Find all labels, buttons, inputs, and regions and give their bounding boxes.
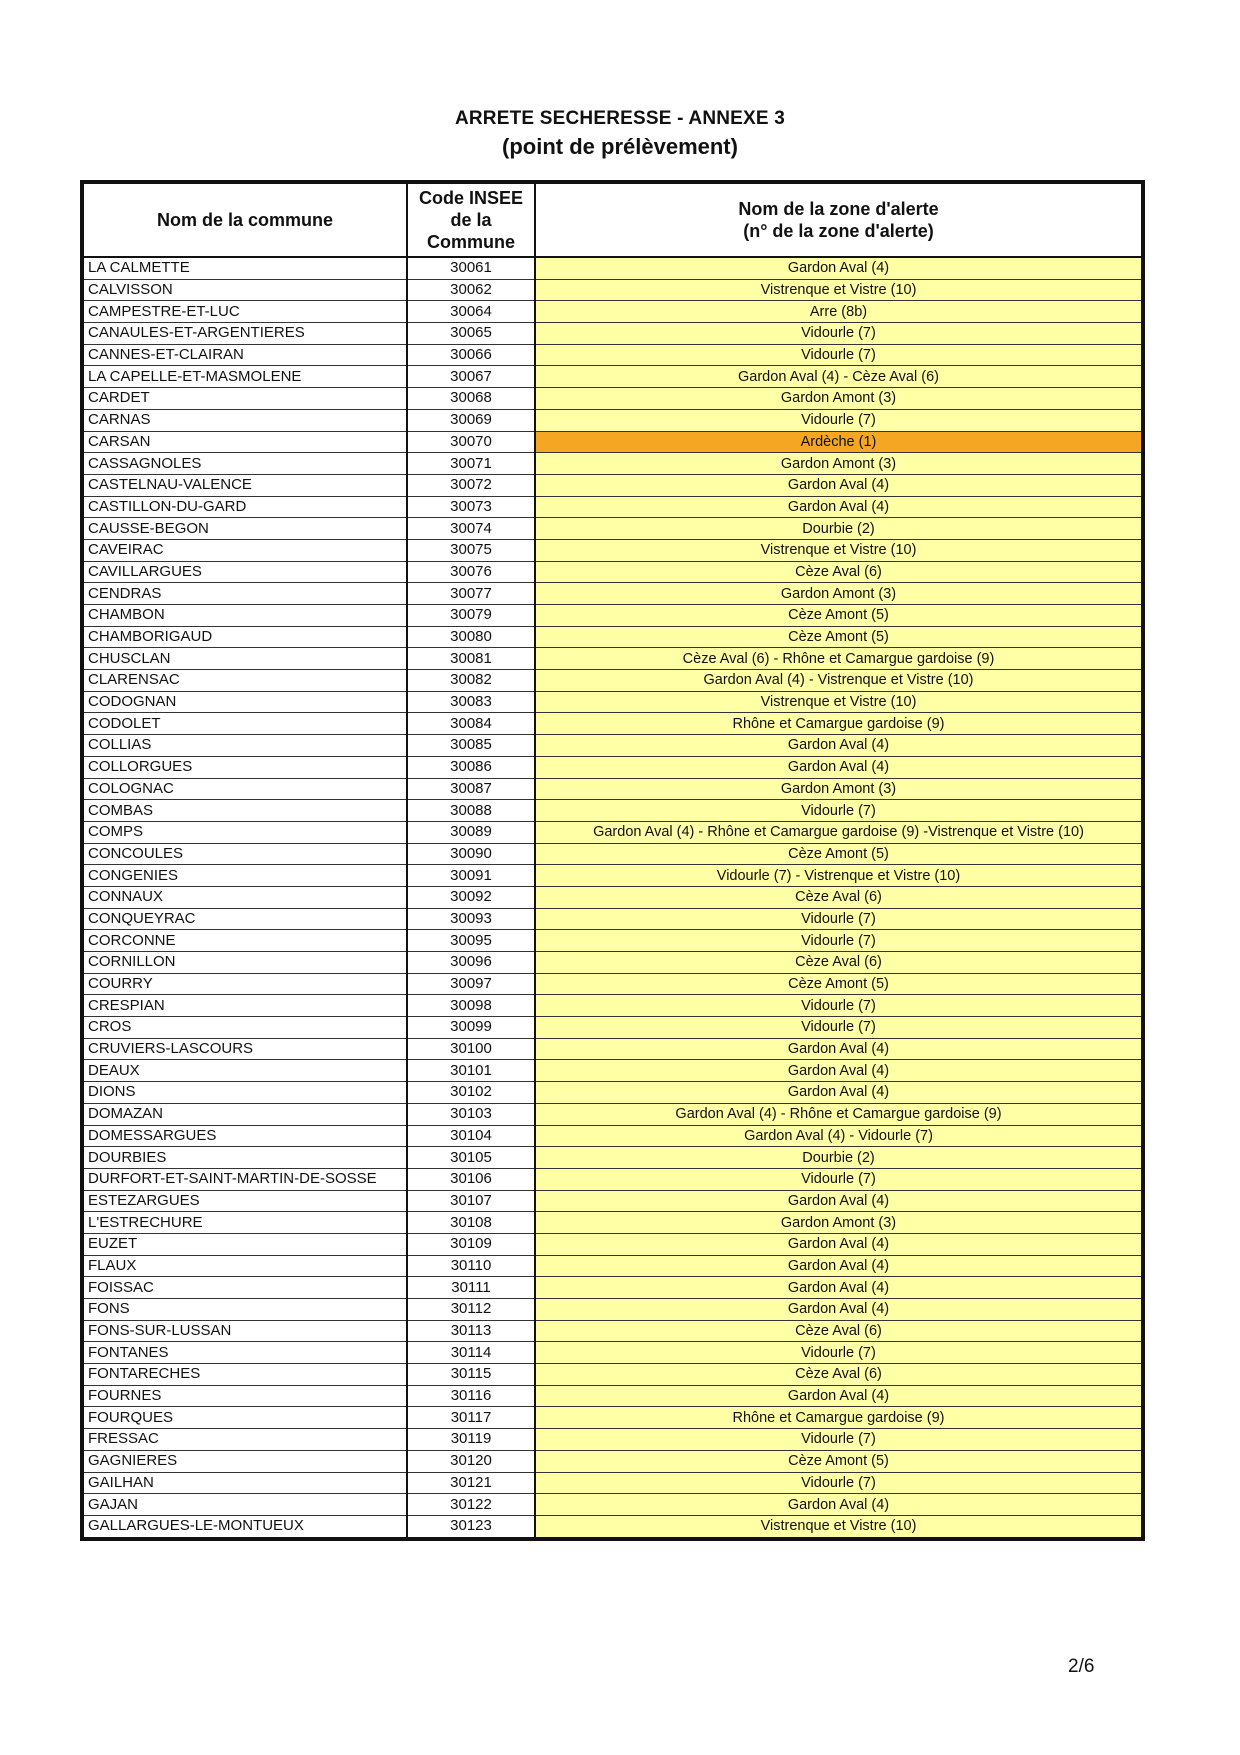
alert-zone-cell: Cèze Amont (5) [535, 843, 1143, 865]
commune-name-cell: COURRY [82, 973, 407, 995]
alert-zone-cell: Gardon Aval (4) [535, 1233, 1143, 1255]
insee-code-cell: 30121 [407, 1472, 535, 1494]
table-row [82, 756, 1143, 778]
commune-name-cell: FRESSAC [82, 1429, 407, 1451]
alert-zone-cell: Gardon Aval (4) [535, 1385, 1143, 1407]
commune-name-cell: CASSAGNOLES [82, 453, 407, 475]
table-row [82, 648, 1143, 670]
commune-name-cell: CONQUEYRAC [82, 908, 407, 930]
commune-name-cell: FOISSAC [82, 1277, 407, 1299]
table-row [82, 778, 1143, 800]
header-insee-code-line: de la [450, 210, 492, 230]
alert-zone-cell: Gardon Aval (4) [535, 735, 1143, 757]
table-row [82, 843, 1143, 865]
commune-name-cell: FLAUX [82, 1255, 407, 1277]
commune-name-cell: COLOGNAC [82, 778, 407, 800]
commune-name-cell: L'ESTRECHURE [82, 1212, 407, 1234]
commune-name-cell: CODOGNAN [82, 691, 407, 713]
insee-code-cell: 30089 [407, 821, 535, 843]
commune-name-cell: CAVEIRAC [82, 539, 407, 561]
commune-name-cell: CHUSCLAN [82, 648, 407, 670]
insee-code-cell: 30100 [407, 1038, 535, 1060]
document-title: ARRETE SECHERESSE - ANNEXE 3 [454, 108, 786, 129]
table-row [82, 453, 1143, 475]
alert-zone-cell: Gardon Aval (4) [535, 474, 1143, 496]
commune-name-cell: CHAMBORIGAUD [82, 626, 407, 648]
commune-name-cell: GALLARGUES-LE-MONTUEUX [82, 1515, 407, 1538]
insee-code-cell: 30111 [407, 1277, 535, 1299]
table-row [82, 1385, 1143, 1407]
table-row [82, 713, 1143, 735]
commune-name-cell: CRUVIERS-LASCOURS [82, 1038, 407, 1060]
commune-name-cell: CODOLET [82, 713, 407, 735]
table-row [82, 1342, 1143, 1364]
table-row [82, 344, 1143, 366]
table-row [82, 1190, 1143, 1212]
alert-zone-cell: Cèze Amont (5) [535, 626, 1143, 648]
commune-name-cell: DEAUX [82, 1060, 407, 1082]
table-row [82, 1125, 1143, 1147]
table-row [82, 1407, 1143, 1429]
table-row [82, 691, 1143, 713]
table-row [82, 279, 1143, 301]
alert-zone-cell: Vidourle (7) [535, 323, 1143, 345]
alert-zone-cell: Cèze Amont (5) [535, 1450, 1143, 1472]
insee-code-cell: 30086 [407, 756, 535, 778]
alert-zone-cell: Gardon Aval (4) [535, 1190, 1143, 1212]
commune-name-cell: EUZET [82, 1233, 407, 1255]
insee-code-cell: 30076 [407, 561, 535, 583]
insee-code-cell: 30084 [407, 713, 535, 735]
alert-zone-cell: Gardon Aval (4) [535, 257, 1143, 279]
commune-name-cell: CARSAN [82, 431, 407, 453]
table-row [82, 605, 1143, 627]
table-row [82, 1038, 1143, 1060]
commune-name-cell: FOURNES [82, 1385, 407, 1407]
table-row [82, 735, 1143, 757]
header-alert-zone-line: Nom de la zone d'alerte [738, 199, 939, 219]
table-row [82, 1450, 1143, 1472]
table-row [82, 908, 1143, 930]
header-commune-name: Nom de la commune [82, 182, 407, 257]
insee-code-cell: 30116 [407, 1385, 535, 1407]
alert-zone-cell: Vistrenque et Vistre (10) [535, 1515, 1143, 1538]
table-row [82, 257, 1143, 279]
alert-zone-cell: Gardon Aval (4) - Vidourle (7) [535, 1125, 1143, 1147]
alert-zone-cell: Vistrenque et Vistre (10) [535, 691, 1143, 713]
commune-name-cell: FONS-SUR-LUSSAN [82, 1320, 407, 1342]
commune-name-cell: COLLORGUES [82, 756, 407, 778]
alert-zone-cell: Rhône et Camargue gardoise (9) [535, 1407, 1143, 1429]
commune-name-cell: CANAULES-ET-ARGENTIERES [82, 323, 407, 345]
commune-name-cell: DOURBIES [82, 1147, 407, 1169]
insee-code-cell: 30083 [407, 691, 535, 713]
insee-code-cell: 30108 [407, 1212, 535, 1234]
commune-name-cell: FONTANES [82, 1342, 407, 1364]
commune-name-cell: DOMESSARGUES [82, 1125, 407, 1147]
table-row [82, 388, 1143, 410]
alert-zone-cell: Cèze Aval (6) [535, 886, 1143, 908]
insee-code-cell: 30064 [407, 301, 535, 323]
table-row [82, 1277, 1143, 1299]
table-row [82, 1429, 1143, 1451]
table-row [82, 1364, 1143, 1386]
table-row [82, 1515, 1143, 1538]
alert-zone-cell: Gardon Amont (3) [535, 388, 1143, 410]
insee-code-cell: 30098 [407, 995, 535, 1017]
alert-zone-cell: Gardon Aval (4) [535, 1255, 1143, 1277]
table-row [82, 670, 1143, 692]
table-header-row [82, 182, 1143, 257]
communes-table [80, 180, 1145, 1541]
alert-zone-cell: Gardon Aval (4) [535, 1277, 1143, 1299]
table-row [82, 995, 1143, 1017]
insee-code-cell: 30066 [407, 344, 535, 366]
table-row [82, 1147, 1143, 1169]
insee-code-cell: 30104 [407, 1125, 535, 1147]
insee-code-cell: 30123 [407, 1515, 535, 1538]
commune-name-cell: ESTEZARGUES [82, 1190, 407, 1212]
insee-code-cell: 30096 [407, 952, 535, 974]
alert-zone-cell: Gardon Aval (4) - Vistrenque et Vistre (10) [535, 670, 1143, 692]
alert-zone-cell: Vidourle (7) [535, 1472, 1143, 1494]
alert-zone-cell: Ardèche (1) [535, 431, 1143, 453]
alert-zone-cell: Cèze Amont (5) [535, 605, 1143, 627]
alert-zone-cell: Dourbie (2) [535, 518, 1143, 540]
commune-name-cell: FONTARECHES [82, 1364, 407, 1386]
alert-zone-cell: Gardon Aval (4) - Rhône et Camargue gardoise (9) -Vistrenque et Vistre (10) [535, 821, 1143, 843]
insee-code-cell: 30115 [407, 1364, 535, 1386]
insee-code-cell: 30093 [407, 908, 535, 930]
insee-code-cell: 30112 [407, 1299, 535, 1321]
insee-code-cell: 30101 [407, 1060, 535, 1082]
insee-code-cell: 30106 [407, 1168, 535, 1190]
insee-code-cell: 30073 [407, 496, 535, 518]
alert-zone-cell: Vidourle (7) [535, 409, 1143, 431]
alert-zone-cell: Rhône et Camargue gardoise (9) [535, 713, 1143, 735]
table-row [82, 1103, 1143, 1125]
table-row [82, 1017, 1143, 1039]
table-row [82, 1472, 1143, 1494]
insee-code-cell: 30113 [407, 1320, 535, 1342]
table-row [82, 539, 1143, 561]
alert-zone-cell: Gardon Aval (4) [535, 1082, 1143, 1104]
table-row [82, 323, 1143, 345]
insee-code-cell: 30081 [407, 648, 535, 670]
commune-name-cell: COMPS [82, 821, 407, 843]
alert-zone-cell: Vidourle (7) - Vistrenque et Vistre (10) [535, 865, 1143, 887]
insee-code-cell: 30107 [407, 1190, 535, 1212]
alert-zone-cell: Dourbie (2) [535, 1147, 1143, 1169]
alert-zone-cell: Vistrenque et Vistre (10) [535, 539, 1143, 561]
commune-name-cell: CORNILLON [82, 952, 407, 974]
table-row [82, 800, 1143, 822]
header-alert-zone [535, 182, 1143, 257]
insee-code-cell: 30114 [407, 1342, 535, 1364]
table-row [82, 496, 1143, 518]
alert-zone-cell: Gardon Aval (4) [535, 1299, 1143, 1321]
insee-code-cell: 30080 [407, 626, 535, 648]
alert-zone-cell: Gardon Amont (3) [535, 1212, 1143, 1234]
commune-name-cell: CONGENIES [82, 865, 407, 887]
alert-zone-cell: Gardon Aval (4) [535, 496, 1143, 518]
commune-name-cell: CHAMBON [82, 605, 407, 627]
table-row [82, 973, 1143, 995]
insee-code-cell: 30072 [407, 474, 535, 496]
alert-zone-cell: Vidourle (7) [535, 344, 1143, 366]
insee-code-cell: 30091 [407, 865, 535, 887]
alert-zone-cell: Vidourle (7) [535, 1017, 1143, 1039]
commune-name-cell: CLARENSAC [82, 670, 407, 692]
insee-code-cell: 30095 [407, 930, 535, 952]
commune-name-cell: CROS [82, 1017, 407, 1039]
table-row [82, 865, 1143, 887]
alert-zone-cell: Vidourle (7) [535, 908, 1143, 930]
table-row [82, 1082, 1143, 1104]
insee-code-cell: 30069 [407, 409, 535, 431]
insee-code-cell: 30090 [407, 843, 535, 865]
insee-code-cell: 30077 [407, 583, 535, 605]
table-row [82, 1494, 1143, 1516]
insee-code-cell: 30085 [407, 735, 535, 757]
commune-name-cell: CALVISSON [82, 279, 407, 301]
table-row [82, 561, 1143, 583]
commune-name-cell: FONS [82, 1299, 407, 1321]
alert-zone-cell: Gardon Aval (4) - Cèze Aval (6) [535, 366, 1143, 388]
table-row [82, 1168, 1143, 1190]
commune-name-cell: DURFORT-ET-SAINT-MARTIN-DE-SOSSE [82, 1168, 407, 1190]
alert-zone-cell: Cèze Aval (6) [535, 1364, 1143, 1386]
table-row [82, 821, 1143, 843]
insee-code-cell: 30102 [407, 1082, 535, 1104]
alert-zone-cell: Vidourle (7) [535, 1429, 1143, 1451]
table-row [82, 1320, 1143, 1342]
commune-name-cell: COLLIAS [82, 735, 407, 757]
insee-code-cell: 30105 [407, 1147, 535, 1169]
table-row [82, 1060, 1143, 1082]
alert-zone-cell: Vidourle (7) [535, 1342, 1143, 1364]
table-row [82, 431, 1143, 453]
alert-zone-cell: Vidourle (7) [535, 800, 1143, 822]
insee-code-cell: 30062 [407, 279, 535, 301]
alert-zone-cell: Cèze Amont (5) [535, 973, 1143, 995]
table-row [82, 366, 1143, 388]
document-subtitle: (point de prélèvement) [502, 134, 738, 159]
insee-code-cell: 30120 [407, 1450, 535, 1472]
alert-zone-cell: Vistrenque et Vistre (10) [535, 279, 1143, 301]
alert-zone-cell: Gardon Amont (3) [535, 583, 1143, 605]
insee-code-cell: 30065 [407, 323, 535, 345]
page-number: 2/6 [1068, 1656, 1095, 1677]
header-alert-zone-line: (n° de la zone d'alerte) [743, 221, 934, 241]
commune-name-cell: CAMPESTRE-ET-LUC [82, 301, 407, 323]
alert-zone-cell: Gardon Aval (4) [535, 1494, 1143, 1516]
table-row [82, 1212, 1143, 1234]
table-row [82, 518, 1143, 540]
insee-code-cell: 30082 [407, 670, 535, 692]
alert-zone-cell: Arre (8b) [535, 301, 1143, 323]
commune-name-cell: COMBAS [82, 800, 407, 822]
table-row [82, 583, 1143, 605]
insee-code-cell: 30068 [407, 388, 535, 410]
table-row [82, 1233, 1143, 1255]
commune-name-cell: CAUSSE-BEGON [82, 518, 407, 540]
commune-name-cell: CONNAUX [82, 886, 407, 908]
alert-zone-cell: Gardon Aval (4) [535, 1060, 1143, 1082]
insee-code-cell: 30117 [407, 1407, 535, 1429]
insee-code-cell: 30061 [407, 257, 535, 279]
commune-name-cell: DIONS [82, 1082, 407, 1104]
table-row [82, 886, 1143, 908]
commune-name-cell: CASTILLON-DU-GARD [82, 496, 407, 518]
alert-zone-cell: Gardon Aval (4) [535, 1038, 1143, 1060]
table-row [82, 952, 1143, 974]
commune-name-cell: CASTELNAU-VALENCE [82, 474, 407, 496]
commune-name-cell: GAILHAN [82, 1472, 407, 1494]
insee-code-cell: 30097 [407, 973, 535, 995]
table-row [82, 1299, 1143, 1321]
commune-name-cell: LA CAPELLE-ET-MASMOLENE [82, 366, 407, 388]
alert-zone-cell: Gardon Aval (4) [535, 756, 1143, 778]
commune-name-cell: FOURQUES [82, 1407, 407, 1429]
commune-name-cell: CARNAS [82, 409, 407, 431]
insee-code-cell: 30099 [407, 1017, 535, 1039]
table-row [82, 1255, 1143, 1277]
table-row [82, 474, 1143, 496]
insee-code-cell: 30079 [407, 605, 535, 627]
insee-code-cell: 30088 [407, 800, 535, 822]
commune-name-cell: CANNES-ET-CLAIRAN [82, 344, 407, 366]
commune-name-cell: CONCOULES [82, 843, 407, 865]
table-row [82, 409, 1143, 431]
document-title-block [0, 108, 1240, 160]
insee-code-cell: 30119 [407, 1429, 535, 1451]
insee-code-cell: 30067 [407, 366, 535, 388]
alert-zone-cell: Cèze Aval (6) [535, 1320, 1143, 1342]
table-row [82, 930, 1143, 952]
commune-name-cell: CORCONNE [82, 930, 407, 952]
header-insee-code [407, 182, 535, 257]
alert-zone-cell: Vidourle (7) [535, 1168, 1143, 1190]
alert-zone-cell: Cèze Aval (6) [535, 952, 1143, 974]
commune-name-cell: LA CALMETTE [82, 257, 407, 279]
table-row [82, 301, 1143, 323]
commune-name-cell: CENDRAS [82, 583, 407, 605]
insee-code-cell: 30074 [407, 518, 535, 540]
insee-code-cell: 30070 [407, 431, 535, 453]
alert-zone-cell: Vidourle (7) [535, 995, 1143, 1017]
insee-code-cell: 30110 [407, 1255, 535, 1277]
alert-zone-cell: Vidourle (7) [535, 930, 1143, 952]
insee-code-cell: 30075 [407, 539, 535, 561]
alert-zone-cell: Cèze Aval (6) [535, 561, 1143, 583]
table-body [82, 257, 1143, 1539]
commune-name-cell: CARDET [82, 388, 407, 410]
insee-code-cell: 30122 [407, 1494, 535, 1516]
insee-code-cell: 30109 [407, 1233, 535, 1255]
insee-code-cell: 30103 [407, 1103, 535, 1125]
header-insee-code-line: Code INSEE [418, 188, 524, 208]
insee-code-cell: 30071 [407, 453, 535, 475]
insee-code-cell: 30092 [407, 886, 535, 908]
commune-name-cell: CAVILLARGUES [82, 561, 407, 583]
commune-name-cell: GAGNIERES [82, 1450, 407, 1472]
insee-code-cell: 30087 [407, 778, 535, 800]
commune-name-cell: CRESPIAN [82, 995, 407, 1017]
alert-zone-cell: Gardon Aval (4) - Rhône et Camargue gardoise (9) [535, 1103, 1143, 1125]
commune-name-cell: GAJAN [82, 1494, 407, 1516]
alert-zone-cell: Gardon Amont (3) [535, 778, 1143, 800]
commune-name-cell: DOMAZAN [82, 1103, 407, 1125]
alert-zone-cell: Gardon Amont (3) [535, 453, 1143, 475]
alert-zone-cell: Cèze Aval (6) - Rhône et Camargue gardoise (9) [535, 648, 1143, 670]
table-row [82, 626, 1143, 648]
header-insee-code-line: Commune [426, 232, 515, 252]
